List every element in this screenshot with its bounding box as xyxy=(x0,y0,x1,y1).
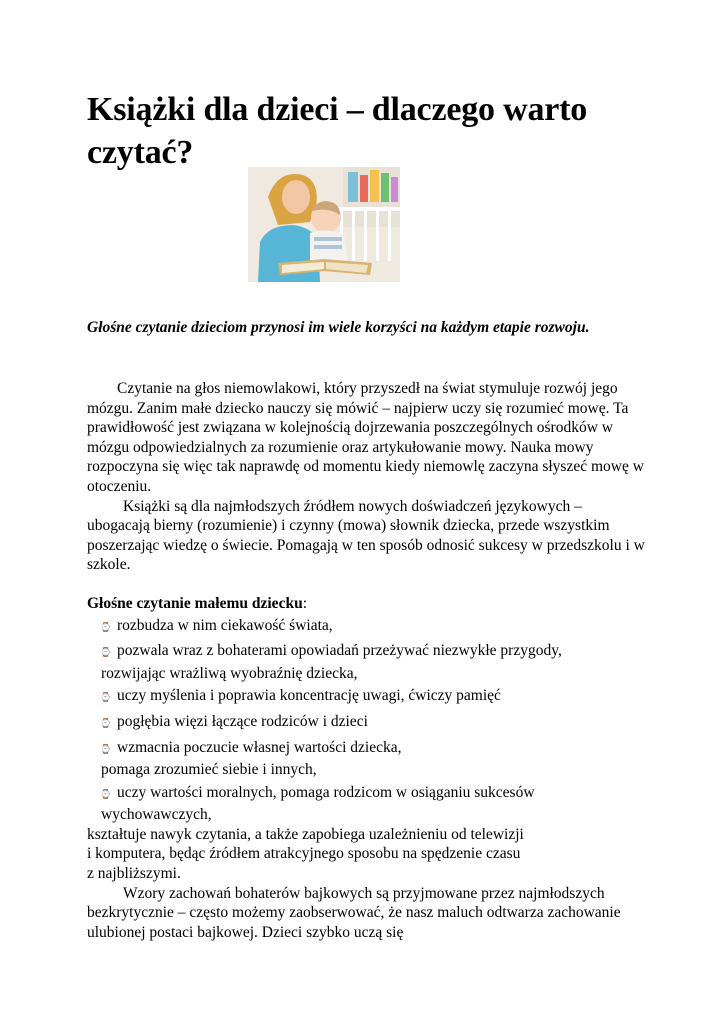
clock-bullet-icon: ⌚ xyxy=(100,789,112,800)
body-paragraph: Czytanie na głos niemowlakowi, który przyszedł na świat stymuluje rozwój jego mózgu. Zanim małe dziecko nauczy się mówić – najpierw uczy się rozumieć mowę. Ta prawidłowość jest związana w kolejnością dojrzewania poszczególnych ośrodków w mózgu odpowiedzialnych za rozumienie oraz artykułowanie mowy. Nauka mowy rozpoczyna się więc tak naprawdę od momentu kiedy niemowlę zaczyna słyszeć mowę w otoczeniu. xyxy=(87,380,644,495)
spacer xyxy=(87,575,647,594)
body-paragraph: Książki są dla najmłodszych źródłem nowych doświadczeń językowych – ubogacają bierny (rozumienie) i czynny (mowa) słownik dziecka, przede wszystkim poszerzając wiedzę o świecie. Pomagają w ten sposób odnosić sukcesy w przedszkolu i w szkole. xyxy=(87,497,645,574)
article-body xyxy=(87,379,647,942)
list-item xyxy=(87,712,647,735)
list-item-text: rozbudza w nim ciekawość świata, xyxy=(117,616,333,634)
final-paragraph: Wzory zachowań bohaterów bajkowych są przyjmowane przez najmłodszych bezkrytycznie – często możemy zaobserwować, że nasz maluch odtwarza zachowanie ulubionej postaci bajkowej. Dzieci szybko uczą się xyxy=(87,884,621,941)
list-item xyxy=(87,686,647,709)
clock-bullet-icon: ⌚ xyxy=(100,718,112,729)
clock-bullet-icon: ⌚ xyxy=(100,622,112,633)
list-heading: Głośne czytanie małemu dziecku xyxy=(87,594,303,612)
list-item-continuation: pomaga zrozumieć siebie i innych, xyxy=(101,761,317,779)
closing-line: i komputera, będąc źródłem atrakcyjnego sposobu na spędzenie czasu xyxy=(87,845,521,863)
closing-line: kształtuje nawyk czytania, a także zapobiega uzależnieniu od telewizji xyxy=(87,825,524,843)
clock-bullet-icon: ⌚ xyxy=(100,693,112,704)
clock-bullet-icon: ⌚ xyxy=(100,744,112,755)
list-heading-colon: : xyxy=(302,594,307,612)
list-item-text: pozwala wraz z bohaterami opowiadań przeżywać niezwykłe przygody, xyxy=(117,642,562,660)
list-item-continuation: rozwijając wrażliwą wyobraźnię dziecka, xyxy=(101,664,358,682)
closing-line: z najbliższymi. xyxy=(87,865,181,883)
list-item-text: wzmacnia poczucie własnej wartości dziecka, xyxy=(117,738,402,756)
list-item xyxy=(87,641,647,664)
list-item-text: uczy myślenia i poprawia koncentrację uwagi, ćwiczy pamięć xyxy=(117,687,501,705)
list-item xyxy=(87,616,647,639)
mother-reading-photo xyxy=(248,167,400,282)
list-item-continuation: wychowawczych, xyxy=(101,806,212,824)
list-heading-line xyxy=(87,594,647,614)
clock-bullet-icon: ⌚ xyxy=(100,648,112,659)
page-title: Książki dla dzieci – dlaczego warto czytać? xyxy=(87,91,588,171)
list-item-text: pogłębia więzi łączące rodziców i dzieci xyxy=(117,712,368,730)
list-item xyxy=(87,738,647,761)
list-item xyxy=(87,783,647,806)
lead-paragraph: Głośne czytanie dzieciom przynosi im wiele korzyści na każdym etapie rozwoju. xyxy=(87,319,590,336)
list-item-text: uczy wartości moralnych, pomaga rodzicom w osiąganiu sukcesów xyxy=(117,783,535,801)
